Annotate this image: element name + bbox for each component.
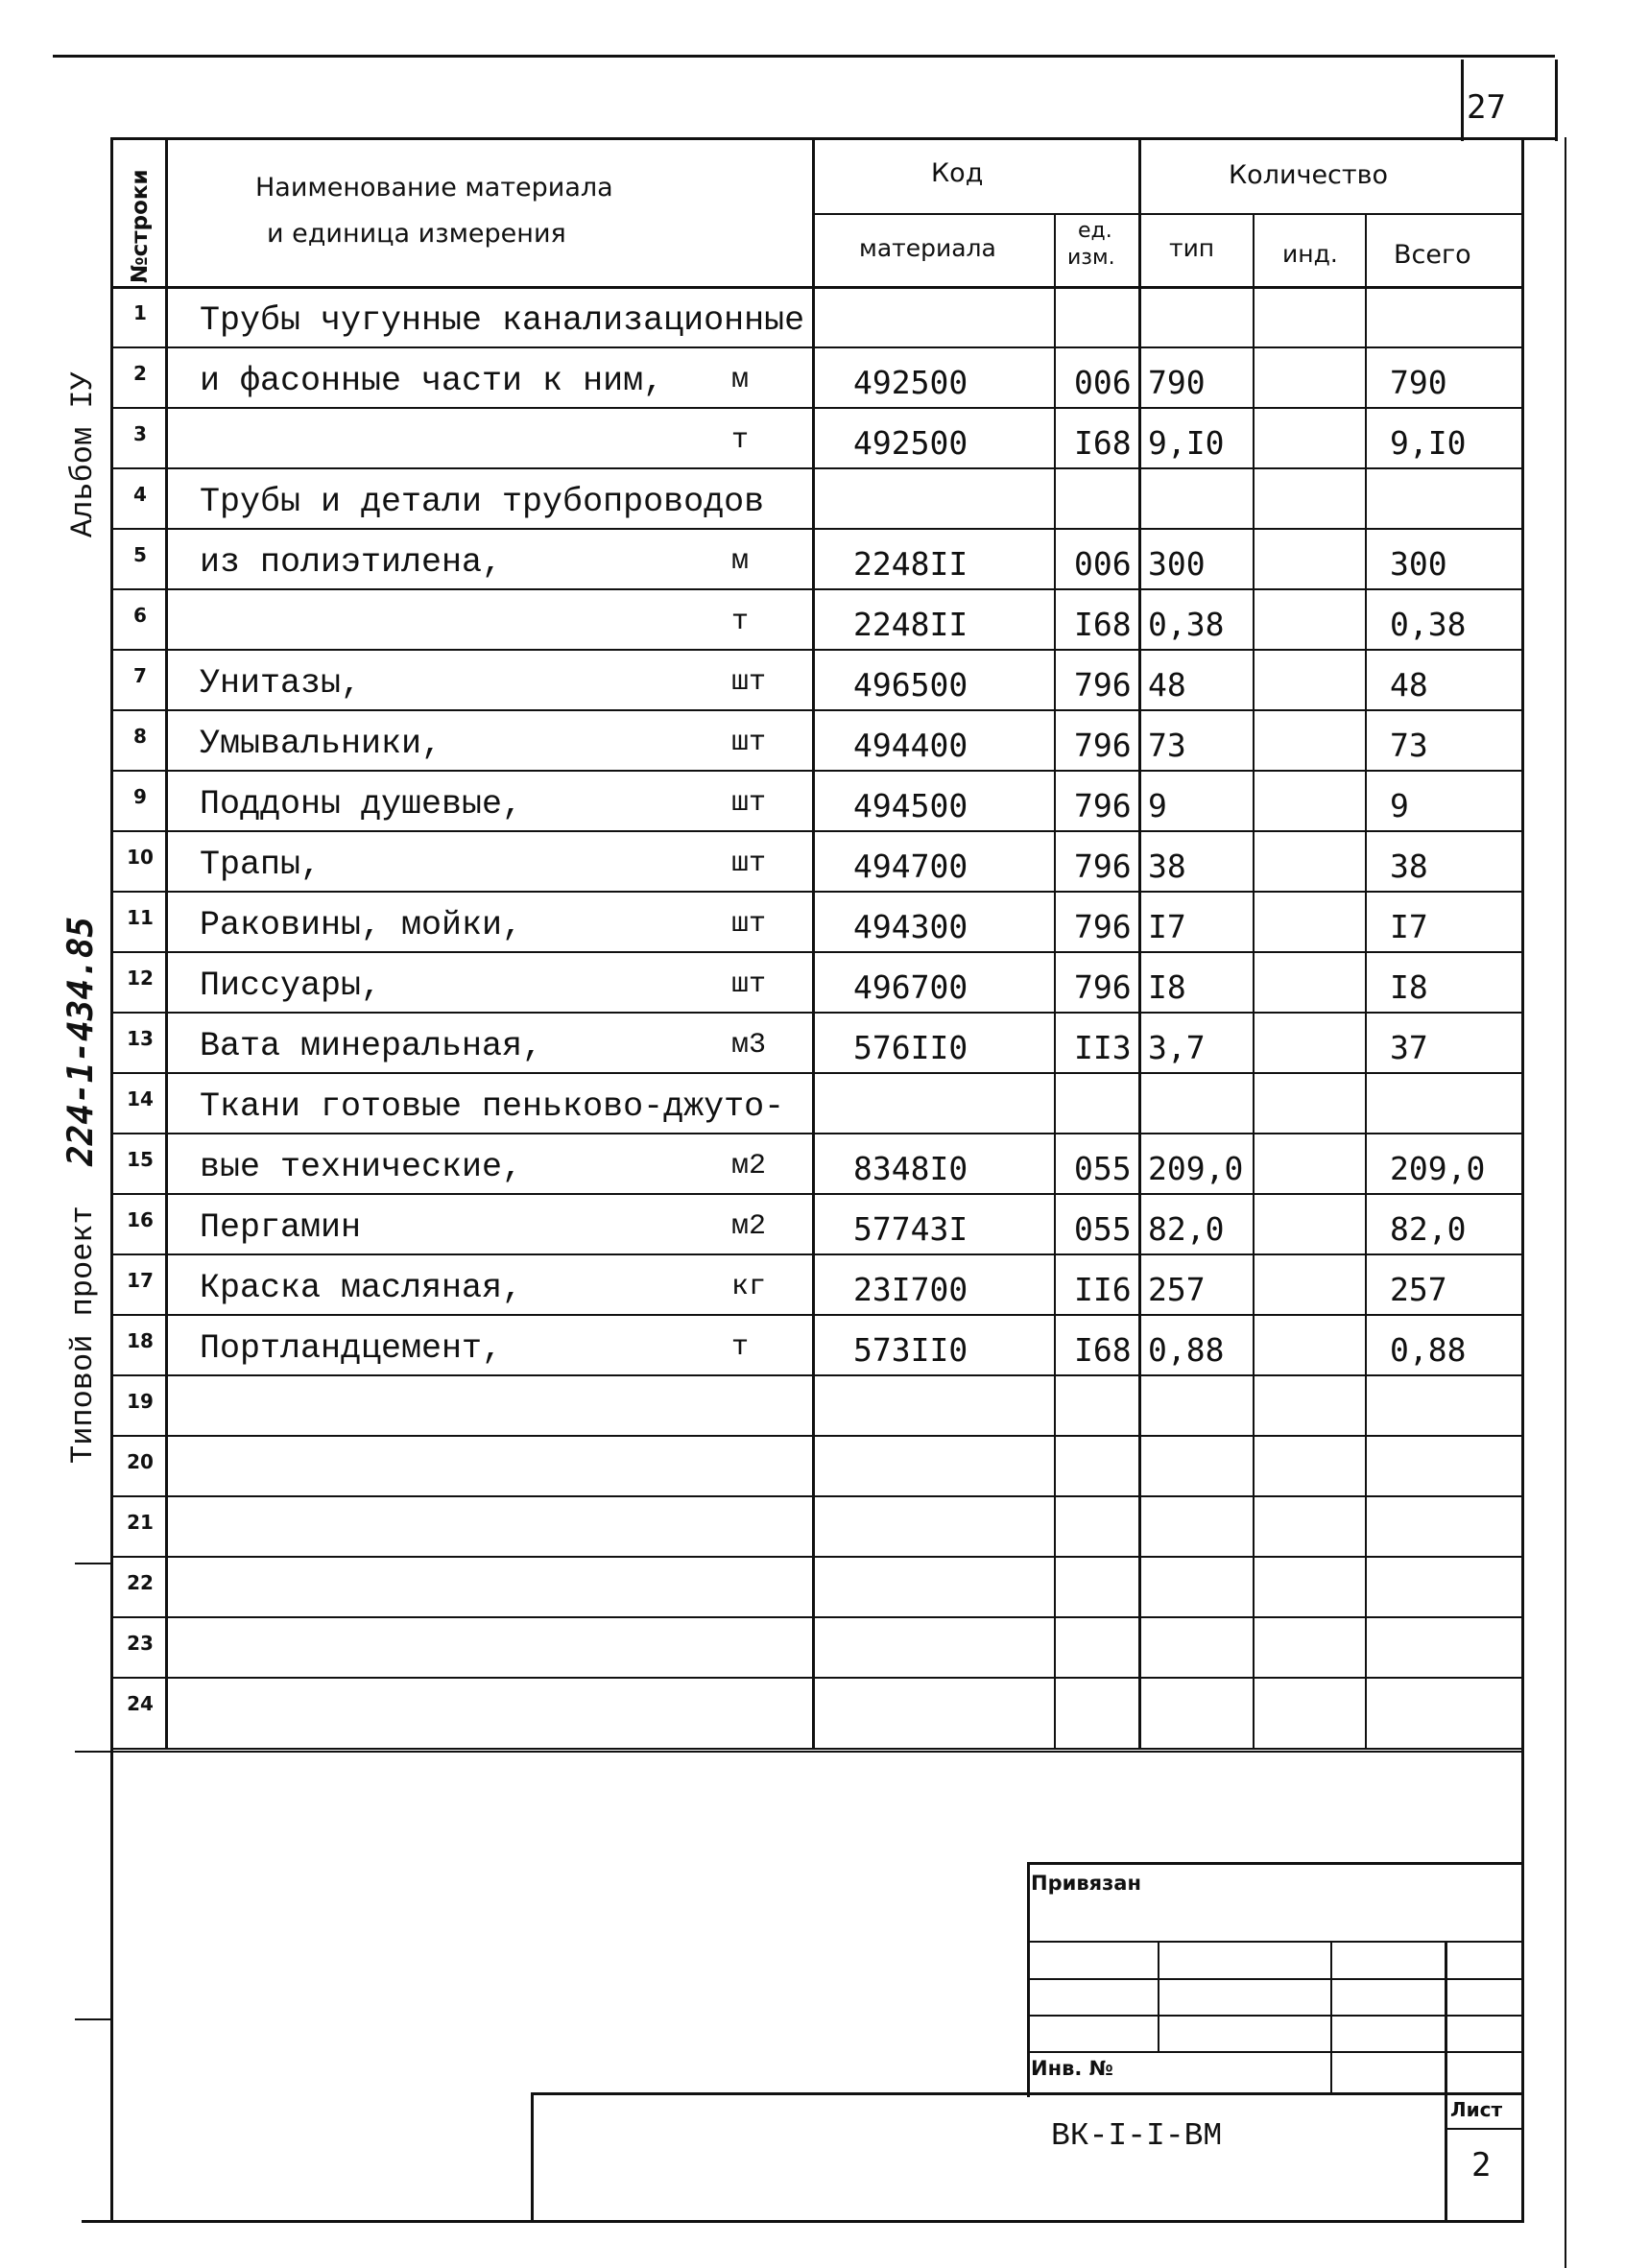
header-total: Всего <box>1394 240 1471 270</box>
unit-code-cell: 796 <box>1074 666 1132 704</box>
project-code: 224-1-434.85 <box>61 916 101 1166</box>
row-number: 13 <box>127 1027 154 1050</box>
row-number: 12 <box>127 967 154 990</box>
table-row <box>0 953 1625 1014</box>
row-number: 17 <box>127 1269 154 1292</box>
unit-cell: м2 <box>731 1150 767 1182</box>
material-code-cell: 496700 <box>853 968 968 1006</box>
unit-cell: т <box>731 424 750 457</box>
qty-typ-cell: 9 <box>1148 787 1167 824</box>
table-row <box>0 1316 1625 1376</box>
header-name-line2: и единица измерения <box>267 219 566 249</box>
qty-total-cell: 48 <box>1390 666 1428 704</box>
table-row <box>0 1497 1625 1558</box>
material-code-cell: 494400 <box>853 727 968 764</box>
qty-typ-cell: 257 <box>1148 1271 1206 1308</box>
material-name-cell: Писсуары, <box>200 967 382 1005</box>
qty-total-cell: 82,0 <box>1390 1210 1467 1248</box>
material-code-cell: 8348I0 <box>853 1150 968 1187</box>
row-number: 1 <box>133 301 147 324</box>
header-ind: инд. <box>1282 240 1338 268</box>
material-name-cell: Пергамин <box>200 1208 362 1247</box>
qty-total-cell: 790 <box>1390 364 1447 401</box>
material-code-cell: 494300 <box>853 908 968 945</box>
unit-cell: шт <box>731 908 767 941</box>
material-code-cell: 573II0 <box>853 1331 968 1369</box>
material-name-cell: Умывальники, <box>200 725 442 763</box>
row-number: 3 <box>133 422 147 445</box>
unit-code-cell: 006 <box>1074 364 1132 401</box>
project-label: Типовой проект <box>65 1206 101 1464</box>
table-row <box>0 530 1625 590</box>
qty-typ-cell: I8 <box>1148 968 1186 1006</box>
row-number: 4 <box>133 483 147 506</box>
row-number: 23 <box>127 1632 154 1655</box>
table-row <box>0 893 1625 953</box>
qty-total-cell: 73 <box>1390 727 1428 764</box>
material-name-cell: Трапы, <box>200 846 322 884</box>
unit-code-cell: 796 <box>1074 787 1132 824</box>
row-number: 8 <box>133 725 147 748</box>
qty-total-cell: 209,0 <box>1390 1150 1486 1187</box>
material-name-cell: Трубы чугунные канализационные <box>200 301 805 340</box>
qty-total-cell: 257 <box>1390 1271 1447 1308</box>
material-name-cell: Портландцемент, <box>200 1329 503 1368</box>
unit-cell: т <box>731 606 750 638</box>
material-name-cell: Трубы и детали трубопроводов <box>200 483 765 521</box>
row-number: 5 <box>133 543 147 566</box>
qty-total-cell: I7 <box>1390 908 1428 945</box>
row-number: 2 <box>133 362 147 385</box>
page-number: 27 <box>1467 88 1506 127</box>
unit-code-cell: 055 <box>1074 1210 1132 1248</box>
qty-typ-cell: 209,0 <box>1148 1150 1244 1187</box>
row-number: 9 <box>133 785 147 808</box>
table-row <box>0 711 1625 772</box>
row-number: 21 <box>127 1511 154 1534</box>
header-row-number: №строки <box>128 169 153 283</box>
unit-code-cell: I68 <box>1074 606 1132 643</box>
material-code-cell: 492500 <box>853 424 968 462</box>
material-code-cell: 496500 <box>853 666 968 704</box>
row-number: 14 <box>127 1087 154 1110</box>
row-number: 20 <box>127 1450 154 1473</box>
qty-typ-cell: 82,0 <box>1148 1210 1225 1248</box>
header-material-code: материала <box>859 234 996 262</box>
header-code-group: Код <box>931 158 984 188</box>
unit-code-cell: 796 <box>1074 727 1132 764</box>
stamp-sheet-number: 2 <box>1471 2146 1492 2184</box>
table-row <box>0 832 1625 893</box>
header-unit-code-1: ед. <box>1078 219 1112 243</box>
table-row <box>0 590 1625 651</box>
material-name-cell: Раковины, мойки, <box>200 906 523 944</box>
qty-typ-cell: I7 <box>1148 908 1186 945</box>
unit-code-cell: 796 <box>1074 908 1132 945</box>
material-code-cell: 492500 <box>853 364 968 401</box>
unit-code-cell: II6 <box>1074 1271 1132 1308</box>
material-name-cell: Вата минеральная, <box>200 1027 543 1065</box>
table-row <box>0 1134 1625 1195</box>
material-code-cell: 494500 <box>853 787 968 824</box>
row-number: 15 <box>127 1148 154 1171</box>
unit-code-cell: 796 <box>1074 848 1132 885</box>
unit-code-cell: I68 <box>1074 1331 1132 1369</box>
qty-typ-cell: 0,88 <box>1148 1331 1225 1369</box>
material-code-cell: 2248II <box>853 606 968 643</box>
qty-typ-cell: 3,7 <box>1148 1029 1206 1066</box>
table-row <box>0 1255 1625 1316</box>
qty-typ-cell: 38 <box>1148 848 1186 885</box>
stamp-sheet-label: Лист <box>1450 2098 1503 2121</box>
unit-code-cell: 796 <box>1074 968 1132 1006</box>
qty-total-cell: 0,38 <box>1390 606 1467 643</box>
header-quantity-group: Количество <box>1229 160 1389 190</box>
unit-cell: шт <box>731 968 767 1001</box>
row-number: 6 <box>133 604 147 627</box>
unit-code-cell: II3 <box>1074 1029 1132 1066</box>
unit-cell: м <box>731 364 750 396</box>
qty-total-cell: 9,I0 <box>1390 424 1467 462</box>
album-label: Альбом IУ <box>65 371 101 537</box>
material-code-cell: 2248II <box>853 545 968 583</box>
material-code-cell: 57743I <box>853 1210 968 1248</box>
row-number: 7 <box>133 664 147 687</box>
unit-cell: шт <box>731 787 767 820</box>
unit-cell: м2 <box>731 1210 767 1243</box>
row-number: 16 <box>127 1208 154 1231</box>
qty-typ-cell: 9,I0 <box>1148 424 1225 462</box>
material-code-cell: 494700 <box>853 848 968 885</box>
material-name-cell: Ткани готовые пеньково-джуто- <box>200 1087 785 1126</box>
table-row <box>0 1014 1625 1074</box>
material-name-cell: из полиэтилена, <box>200 543 503 582</box>
table-row <box>0 288 1625 348</box>
table-row <box>0 772 1625 832</box>
qty-typ-cell: 0,38 <box>1148 606 1225 643</box>
qty-total-cell: 38 <box>1390 848 1428 885</box>
table-row <box>0 1376 1625 1437</box>
material-code-cell: 576II0 <box>853 1029 968 1066</box>
row-number: 22 <box>127 1571 154 1594</box>
unit-cell: м <box>731 545 750 578</box>
header-unit-code-2: изм. <box>1067 246 1115 270</box>
qty-total-cell: 9 <box>1390 787 1409 824</box>
unit-code-cell: I68 <box>1074 424 1132 462</box>
qty-typ-cell: 73 <box>1148 727 1186 764</box>
material-name-cell: Поддоны душевые, <box>200 785 523 824</box>
header-typ: тип <box>1169 234 1215 262</box>
material-name-cell: вые технические, <box>200 1148 523 1186</box>
material-code-cell: 23I700 <box>853 1271 968 1308</box>
material-name-cell: Унитазы, <box>200 664 362 703</box>
table-row <box>0 1558 1625 1618</box>
header-name-line1: Наименование материала <box>255 173 613 203</box>
table-row <box>0 1074 1625 1134</box>
row-number: 18 <box>127 1329 154 1352</box>
row-number: 10 <box>127 846 154 869</box>
qty-total-cell: I8 <box>1390 968 1428 1006</box>
table-row <box>0 1618 1625 1679</box>
qty-total-cell: 37 <box>1390 1029 1428 1066</box>
unit-cell: м3 <box>731 1029 767 1062</box>
stamp-inv-label: Инв. № <box>1031 2057 1113 2080</box>
material-name-cell: и фасонные части к ним, <box>200 362 664 400</box>
unit-code-cell: 055 <box>1074 1150 1132 1187</box>
unit-code-cell: 006 <box>1074 545 1132 583</box>
row-number: 19 <box>127 1390 154 1413</box>
table-row <box>0 469 1625 530</box>
qty-typ-cell: 790 <box>1148 364 1206 401</box>
stamp-document-code: ВК-I-I-ВМ <box>1051 2118 1223 2154</box>
row-number: 11 <box>127 906 154 929</box>
unit-cell: шт <box>731 666 767 699</box>
table-row <box>0 651 1625 711</box>
qty-typ-cell: 300 <box>1148 545 1206 583</box>
stamp-bound-label: Привязан <box>1031 1872 1141 1895</box>
qty-total-cell: 0,88 <box>1390 1331 1467 1369</box>
table-row <box>0 1679 1625 1750</box>
qty-total-cell: 300 <box>1390 545 1447 583</box>
unit-cell: шт <box>731 727 767 759</box>
table-row <box>0 409 1625 469</box>
table-row <box>0 1195 1625 1255</box>
unit-cell: т <box>731 1331 750 1364</box>
unit-cell: кг <box>731 1271 767 1303</box>
qty-typ-cell: 48 <box>1148 666 1186 704</box>
table-row <box>0 1437 1625 1497</box>
row-number: 24 <box>127 1692 154 1715</box>
material-name-cell: Краска масляная, <box>200 1269 523 1307</box>
table-row <box>0 348 1625 409</box>
unit-cell: шт <box>731 848 767 880</box>
